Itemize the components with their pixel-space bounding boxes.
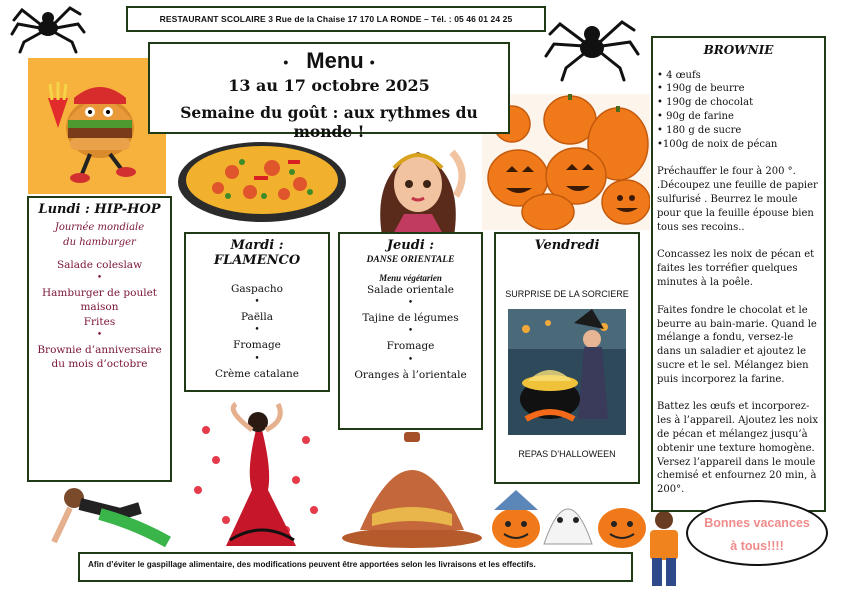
friday-surprise: SURPRISE DE LA SORCIERE — [505, 289, 629, 299]
bullet-icon: • — [96, 273, 103, 284]
rapper-illustration — [634, 508, 692, 595]
vacation-bubble — [686, 500, 828, 566]
ingredient-item: • 190g de chocolat — [657, 97, 754, 109]
recipe-step: Concassez les noix de pécan et faites les torréfier quelques minutes à la poêle. — [657, 249, 815, 288]
tagine-illustration — [340, 430, 484, 550]
bullet-icon: • — [254, 325, 260, 336]
menu-item: Oranges à l’orientale — [354, 368, 467, 381]
halloween-characters-illustration — [490, 484, 650, 550]
menu-item: Fromage — [386, 340, 435, 353]
monday-intro-line2: du hamburger — [63, 236, 136, 248]
burger-character-illustration — [28, 58, 166, 194]
menu-item: Crème catalane — [215, 367, 299, 380]
menu-item: Salade orientale — [366, 284, 455, 296]
tuesday-heading: Mardi : FLAMENCO — [213, 238, 301, 268]
bullet-icon: • — [96, 329, 103, 340]
menu-title-box — [148, 42, 510, 141]
bubble-line1: Bonnes vacances — [704, 516, 810, 530]
witch-cauldron-illustration — [508, 309, 626, 435]
vegetarian-note: Menu végétarien — [379, 273, 442, 283]
ingredient-item: • 190g de beurre — [657, 83, 745, 95]
menu-item: Gaspacho — [231, 283, 283, 295]
recipe-box — [651, 36, 826, 512]
bullet-icon: • — [254, 353, 260, 364]
menu-item: Salade coleslaw — [56, 259, 143, 271]
menu-dates: 13 au 17 octobre 2025 — [228, 76, 430, 95]
ingredient-item: • 4 œufs — [657, 69, 701, 81]
footer-notice — [78, 552, 633, 582]
menu-theme: Semaine du goût : aux rythmes du monde ! — [180, 103, 478, 141]
friday-box — [494, 232, 640, 484]
hiphop-dancer-illustration — [40, 484, 176, 552]
thursday-subheading: DANSE ORIENTALE — [366, 255, 455, 265]
menu-item: Hamburger de poulet maison — [41, 287, 158, 314]
school-header — [126, 6, 546, 32]
menu-item: Tajine de légumes — [362, 312, 459, 325]
recipe-title: BROWNIE — [703, 43, 774, 57]
monday-intro-line1: Journée mondiale — [54, 222, 145, 233]
menu-item: Fromage — [233, 339, 281, 352]
footer-text: Afin d’éviter le gaspillage alimentaire, des modifications peuvent être apportées selon les livraisons et les effectifs. — [88, 560, 536, 569]
recipe-step: Faites fondre le chocolat et le beurre au bain-marie. Quand le mélange a fondu, versez-le dans un saladier et ajoutez le sucre et le sel. Mélangez bien puis incorporez la farine. — [657, 304, 817, 385]
school-address: RESTAURANT SCOLAIRE 3 Rue de la Chaise 17 170 LA RONDE – Tél. : 05 46 01 24 25 — [159, 14, 513, 24]
menu-item: Paëlla — [240, 311, 274, 324]
friday-meal: REPAS D’HALLOWEEN — [518, 449, 616, 459]
ingredient-item: • 90g de farine — [657, 110, 734, 122]
spider-icon — [10, 2, 86, 54]
menu-item: Frites — [83, 315, 116, 328]
recipe-step: Battez les œufs et incorporez-les à l’appareil. Ajoutez les noix de pécan et mélangez jusqu’à obtenir une texture homogène. Versez l’appareil dans le moule chemisé et enfournez 20 min, à 200°. — [657, 401, 819, 496]
tuesday-box — [184, 232, 330, 392]
paella-illustration — [172, 132, 352, 228]
oriental-dancer-illustration — [352, 132, 484, 236]
flamenco-dancer-illustration — [186, 400, 326, 550]
bullet-icon: • — [407, 326, 414, 337]
bullet-icon: • — [254, 297, 260, 308]
thursday-heading: Jeudi : — [386, 238, 435, 253]
recipe-step: Préchauffer le four à 200 °. .Découpez une feuille de papier sulfurisé . Beurrez le moule pour que la feuille épouse bien tous ses recoins.. — [657, 166, 818, 233]
thursday-box — [338, 232, 483, 430]
bullet-icon: • — [407, 354, 414, 365]
menu-item: Brownie d’anniversaire du mois d’octobre — [37, 343, 162, 370]
bullet-icon: • — [283, 54, 289, 71]
menu-title: • Menu • — [283, 48, 375, 73]
bubble-line2: à tous!!!! — [730, 538, 784, 553]
monday-heading: Lundi : HIP-HOP — [38, 202, 161, 217]
ingredient-item: •100g de noix de pécan — [657, 138, 778, 150]
friday-heading: Vendredi — [534, 238, 600, 253]
bullet-icon: • — [369, 54, 375, 71]
bullet-icon: • — [407, 298, 414, 309]
ingredient-item: • 180 g de sucre — [657, 124, 742, 136]
spider-icon — [544, 12, 640, 82]
monday-box — [27, 196, 172, 482]
